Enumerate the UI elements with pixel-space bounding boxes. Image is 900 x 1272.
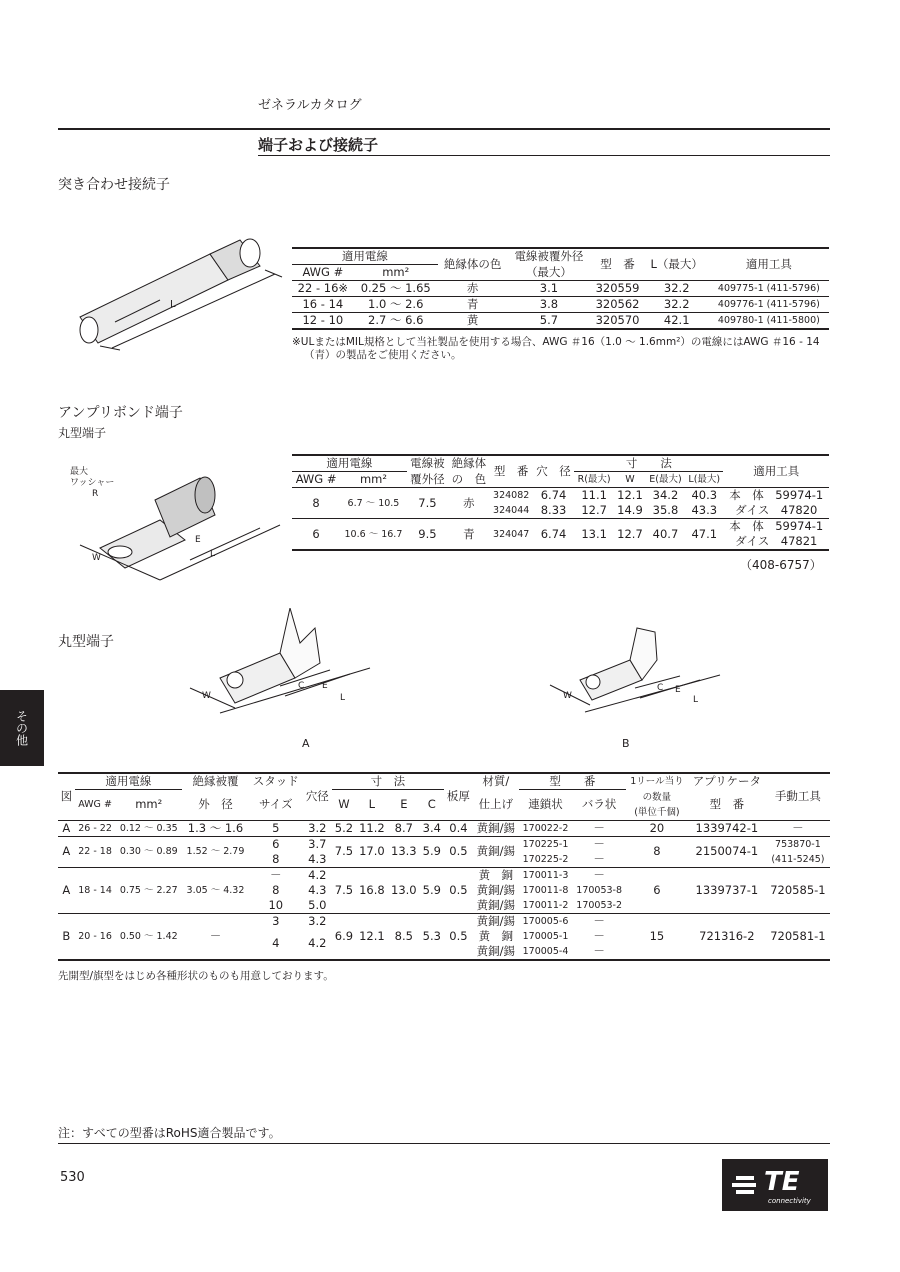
table-row: 黄銅/錫 170005-4 － — [58, 944, 830, 960]
table-row: 22 - 16※ 0.25 ～ 1.65 赤 3.1 320559 32.2 409775-1 (411-5796) — [292, 281, 829, 297]
table-row: 6 10.6 ～ 16.7 9.5 青 324047 6.74 13.1 12.7 40.7 47.1 本 体 59974-1 — [312, 519, 824, 541]
table-row: 10 5.0 黄銅/錫 170011-2 170053-2 — [58, 898, 830, 914]
side-tab: その他 — [0, 690, 44, 766]
catalog-title: ゼネラルカタログ — [258, 98, 362, 113]
ampli-heading: アンプリボンド端子 — [58, 405, 183, 421]
th-awg: AWG # — [302, 265, 344, 279]
butt-heading: 突き合わせ接続子 — [58, 177, 170, 193]
ring-terminal-figure-a — [180, 608, 380, 733]
th-tool: 適用工具 — [745, 257, 792, 271]
th-l: L（最大） — [650, 257, 703, 271]
ring-spec-table: 図 適用電線 絶縁被覆 スタッド 穴径 寸 法 板厚 材質/ 型 番 1リール当り アプリケータ 手動工具 AWG # mm² 外 径 サイズ W L E C 仕上げ 連鎖状 バラ状 の数量 (単位千個) 型 番 A 26 - 22 0.12 ～ 0.35 1.3 ～ 1.6 5 3.2 5.2 11.2 8.7 3.4 0.4 黄銅/錫 170022-2 － 20 1339742-1 － A 22 - 18 0.30 ～ 0.89 1.52 ～ 2.79 6 3.7 7.5 17.0 13.3 5.9 0.5 黄銅/錫 170225-1 － 8 2150074-1 753870-1 8 4.3 170225-2 － (411-5245) A 18 - 14 0.75 ～ 2.27 3.05 ～ 4.32 － 4.2 7.5 16.8 13.0 5.9 0.5 黄 銅 170011-3 － 6 1339737-1 720585-1 8 4.3 黄銅/錫 170011-8 170053-8 10 5.0 黄銅/錫 170011-2 170053-2 B 20 - 16 0.50 ～ 1.42 － 3 3.2 6.9 12.1 8.5 5.3 0.5 黄銅/錫 170005-6 － 15 721316-2 720581-1 4 4.2 黄 銅 170005-1 － 黄銅/錫 170005-4 － — [58, 772, 830, 961]
table-row: 8 6.7 ～ 10.5 7.5 赤 324082 6.74 11.1 12.1 34.2 40.3 本 体 59974-1 — [312, 488, 824, 510]
table-row: 8 4.3 170225-2 － (411-5245) — [58, 852, 830, 868]
ring-heading: 丸型端子 — [58, 634, 114, 650]
svg-text:W: W — [563, 691, 572, 701]
dim-l-label: L — [170, 299, 176, 310]
svg-text:C: C — [657, 683, 664, 693]
figure-a-label: A — [302, 737, 310, 750]
svg-text:C: C — [298, 681, 305, 691]
ampli-terminal-figure — [60, 460, 285, 585]
th-color: 絶縁体の色 — [443, 257, 502, 271]
svg-text:L: L — [210, 549, 216, 559]
th-od-max: （最大） — [525, 264, 572, 279]
butt-spec-table — [292, 247, 829, 330]
th-mm2: mm² — [382, 265, 410, 279]
rohs-note: 注：すべての型番はRoHS適合製品です。 — [58, 1126, 281, 1140]
header-rule — [58, 128, 830, 130]
table-row: 324044 8.33 12.7 14.9 35.8 43.3 ダイス 47820 — [292, 503, 829, 519]
svg-text:W: W — [92, 553, 101, 563]
figure-b-label: B — [622, 737, 630, 750]
ampli-extra-tool: （408-6757） — [740, 558, 822, 572]
section-rule — [258, 155, 830, 156]
ring-note: 先開型/旗型をはじめ各種形状のものも用意しております。 — [58, 970, 334, 982]
table-row: ダイス 47821 — [292, 534, 829, 550]
ampli-spec-table: 適用電線 電線被 絶縁体 型 番 穴 径 寸 法 適用工具 AWG # mm² 覆外径 の 色 R(最大) W E(最大) L(最大) 8 6.7 ～ 10.5 7.5 赤 324082 6.74 11.1 12.1 34.2 40.3 本 体 59974-1 324044 8.33 12.7 14.9 35.8 43.3 ダイス 47820 6 10.6 ～ 16.7 9.5 青 324047 6.74 13.1 12.7 40.7 47.1 本 体 59974-1 ダイス 47821 — [292, 454, 829, 551]
th-od: 電線被覆外径 — [514, 249, 584, 264]
th-wire: 適用電線 — [292, 248, 438, 265]
butt-connector-figure — [60, 222, 290, 352]
table-row: 8 4.3 黄銅/錫 170011-8 170053-8 — [272, 882, 623, 897]
page-number: 530 — [60, 1170, 85, 1185]
table-row: A 18 - 14 0.75 ～ 2.27 3.05 ～ 4.32 － 4.2 7.5 16.8 13.0 5.9 0.5 黄 銅 170011-3 － 6 1339737-1 720585-1 — [62, 867, 826, 897]
table-row: 4 4.2 黄 銅 170005-1 － — [272, 928, 605, 950]
svg-text:E: E — [195, 535, 201, 545]
svg-text:L: L — [340, 693, 346, 703]
svg-text:E: E — [675, 685, 681, 695]
svg-text:E: E — [322, 681, 328, 691]
table-row: A 26 - 22 0.12 ～ 0.35 1.3 ～ 1.6 5 3.2 5.2 11.2 8.7 3.4 0.4 黄銅/錫 170022-2 － 20 1339742-1 － — [58, 820, 830, 836]
table-row: 16 - 14 1.0 ～ 2.6 青 3.8 320562 32.2 409776-1 (411-5796) — [292, 297, 829, 313]
table-row: 12 - 10 2.7 ～ 6.6 黄 5.7 320570 42.1 409780-1 (411-5800) — [292, 313, 829, 330]
te-logo: TE connectivity — [722, 1159, 828, 1211]
svg-text:ワッシャー: ワッシャー — [70, 478, 115, 488]
ampli-sub: 丸型端子 — [58, 426, 107, 440]
table-row: A 22 - 18 0.30 ～ 0.89 1.52 ～ 2.79 6 3.7 7.5 17.0 13.3 5.9 0.5 黄銅/錫 170225-1 － 8 2150074-1 753870-1 — [62, 836, 821, 858]
footer-rule — [58, 1143, 830, 1144]
section-title: 端子および接続子 — [258, 136, 379, 154]
svg-text:最大: 最大 — [70, 467, 89, 477]
svg-text:L: L — [693, 695, 699, 705]
th-part: 型 番 — [600, 257, 635, 271]
table-row: B 20 - 16 0.50 ～ 1.42 － 3 3.2 6.9 12.1 8.5 5.3 0.5 黄銅/錫 170005-6 － 15 721316-2 720581-1 — [62, 913, 826, 943]
svg-text:W: W — [202, 691, 211, 701]
svg-text:R: R — [92, 489, 99, 499]
ring-terminal-figure-b — [545, 620, 725, 730]
butt-note: ※ULまたはMIL規格として当社製品を使用する場合、AWG ＃16（1.0 ～ 1.6mm²）の電線にはAWG ＃16 - 14 （青）の製品をご使用ください。 — [292, 336, 820, 361]
